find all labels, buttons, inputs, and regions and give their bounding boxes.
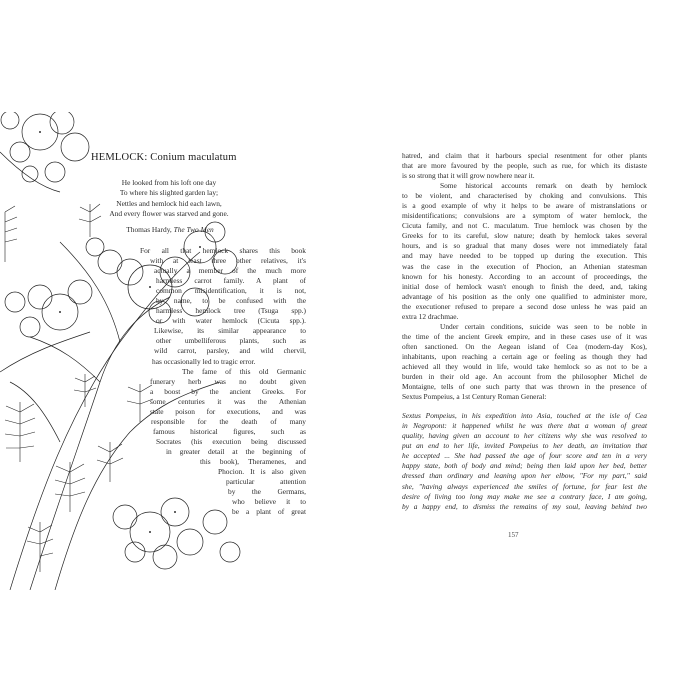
quote-line: happy state, both of body and mind; being then laid upon her bed, better (402, 461, 647, 471)
quote-line: he accepted ... She had passed the age of four score and ten in a very (402, 451, 647, 461)
text-line: actually a member of the much more (154, 266, 306, 276)
quote-line: put an end to her life, invited Pompeius to her death, an invitation that (402, 441, 647, 451)
text-line: the time of the ancient Greek empire, and in these cases use of it was (402, 331, 647, 341)
epigraph-poem (100, 178, 238, 219)
page-number: 157 (508, 531, 519, 539)
text-line: initial dose of hemlock wasn't enough to finish the deed, and, taking (402, 281, 647, 291)
montaigne-quote (402, 411, 647, 511)
text-line: state poison for executions, and was (150, 406, 306, 416)
quote-line: Sextus Pompeius, in his expedition into Asia, touched at the isle of Cea (402, 411, 647, 421)
text-line: inhabitants, upon reaching a certain age or feeling as though they had (402, 351, 647, 361)
poem-line: He looked from his loft one day (121, 178, 217, 187)
text-line: to be violent, and characterised by choking and convulsions. This (402, 191, 647, 201)
quote-line: desire of living too long may make me see a contrary face, I am going, (402, 491, 647, 501)
poem-line: To where his slighted garden lay; (119, 188, 219, 198)
text-line: some centuries it was the Athenian (150, 396, 306, 406)
text-line: by the Germans, (228, 487, 306, 497)
entry-latin-name: Conium maculatum (150, 152, 237, 163)
quote-line: in Negropont: it happened whilst he was there that a woman of great (402, 421, 647, 431)
text-line: Sextus Pompeius, a 1st Century Roman General: (402, 392, 547, 402)
poem-line: Nettles and hemlock hid each lawn, (116, 198, 222, 208)
text-line: extra 12 drachmae. (402, 311, 459, 321)
quote-line: dressed than ordinary and leaning upon her elbow, "For my part," said (402, 471, 647, 481)
text-line: by name, to be confused with the (156, 296, 306, 306)
text-line: other umbelliferous plants, such as (156, 336, 306, 346)
text-line: was the case in the execution of Phocion, an Athenian statesman (402, 261, 647, 271)
text-line: a boost by the ancient Greeks. For (150, 386, 306, 396)
quote-line: by a happy end, to dismiss the remains of my soul, leaving behind two (402, 501, 647, 511)
text-line: known for his honesty. According to an account of proceedings, the (402, 271, 647, 281)
text-line: Some historical accounts remark on death by hemlock (440, 181, 647, 191)
entry-title: HEMLOCK: (91, 152, 148, 163)
poem-line: And every flower was starved and gone. (109, 208, 229, 218)
paragraph-gap (402, 402, 647, 411)
text-line: and may have needed to be topped up during the execution. This (402, 251, 647, 261)
text-line: advantage of his position as the only one qualified to administer more, (402, 291, 647, 301)
text-line: wild carrot, parsley, and wild chervil, (154, 346, 306, 356)
text-line: is a good example of why it helps to be aware of mistranslations or (402, 201, 647, 211)
quote-line: quality, having given an account to her citizens why she was resolved to (402, 431, 647, 441)
text-line: Montaigne, tells of one such party that was thrown in the presence of (402, 382, 647, 392)
attribution-title: The Two Men (173, 225, 214, 234)
text-line: has occasionally led to tragic error. (152, 356, 256, 366)
text-line: is so strong that it will grow nowhere near it. (402, 171, 535, 181)
text-line: harmless hemlock tree (Tsuga spp.) (156, 306, 306, 316)
text-line: Socrates (his execution being discussed (156, 436, 306, 446)
text-line: Phocion. It is also given (218, 467, 306, 477)
text-line: the executioner refused to prepare a second dose unless he was paid an (402, 301, 647, 311)
text-line: achieved all they would in life, would take hemlock so as not to be a (402, 361, 647, 371)
text-line: with at least three other relatives, it's (150, 256, 306, 266)
text-line: often sanctioned. On the Aegean island of Cea (modern-day Kos), (402, 341, 647, 351)
text-line: be a plant of great (232, 507, 306, 517)
text-line: The fame of this old Germanic (182, 366, 306, 376)
right-body-text (402, 151, 647, 512)
text-line: this book), Theramenes, and (200, 456, 306, 466)
quote-line: she, "having always experienced the smiles of fortune, for fear lest the (402, 481, 647, 491)
text-line: in greater detail at the beginning of (166, 446, 306, 456)
entry-heading (91, 152, 237, 163)
text-line: famous historical figures, such as (153, 426, 306, 436)
attribution-author: Thomas Hardy, (126, 225, 172, 234)
text-line: hours, and is so gradual that many doses were not immediately fatal (402, 241, 647, 251)
text-line: For all that hemlock shares this book (140, 246, 306, 255)
text-line: Cicuta family, and not C. maculatum. True hemlock was chosen by the (402, 221, 647, 231)
text-line: common misidentification, it is not, (156, 286, 306, 296)
text-line: hatred, and claim that it harbours special resentment for other plants (402, 151, 647, 160)
text-line: particular attention (226, 477, 306, 487)
left-body-text (140, 246, 306, 517)
text-line: responsible for the death of many (151, 416, 306, 426)
text-line: burden in their old age. An account from the philosopher Michel de (402, 372, 647, 382)
text-line: misidentifications; convulsions are a symptom of water hemlock, the (402, 211, 647, 221)
text-line: or with water hemlock (Cicuta spp.). (156, 316, 306, 326)
text-line: who believe it to (232, 497, 306, 507)
text-line: that are more favoured by the people, such as rue, for which its distaste (402, 161, 647, 171)
text-line: harmless carrot family. A plant of (156, 276, 306, 286)
text-line: Likewise, its similar appearance to (154, 326, 306, 336)
text-line: Greeks for to its careful, slow nature; death by hemlock takes several (402, 231, 647, 241)
text-line: funerary herb was no doubt given (150, 376, 306, 386)
text-line: Under certain conditions, suicide was seen to be noble in (440, 321, 647, 331)
epigraph-attribution (70, 225, 270, 234)
